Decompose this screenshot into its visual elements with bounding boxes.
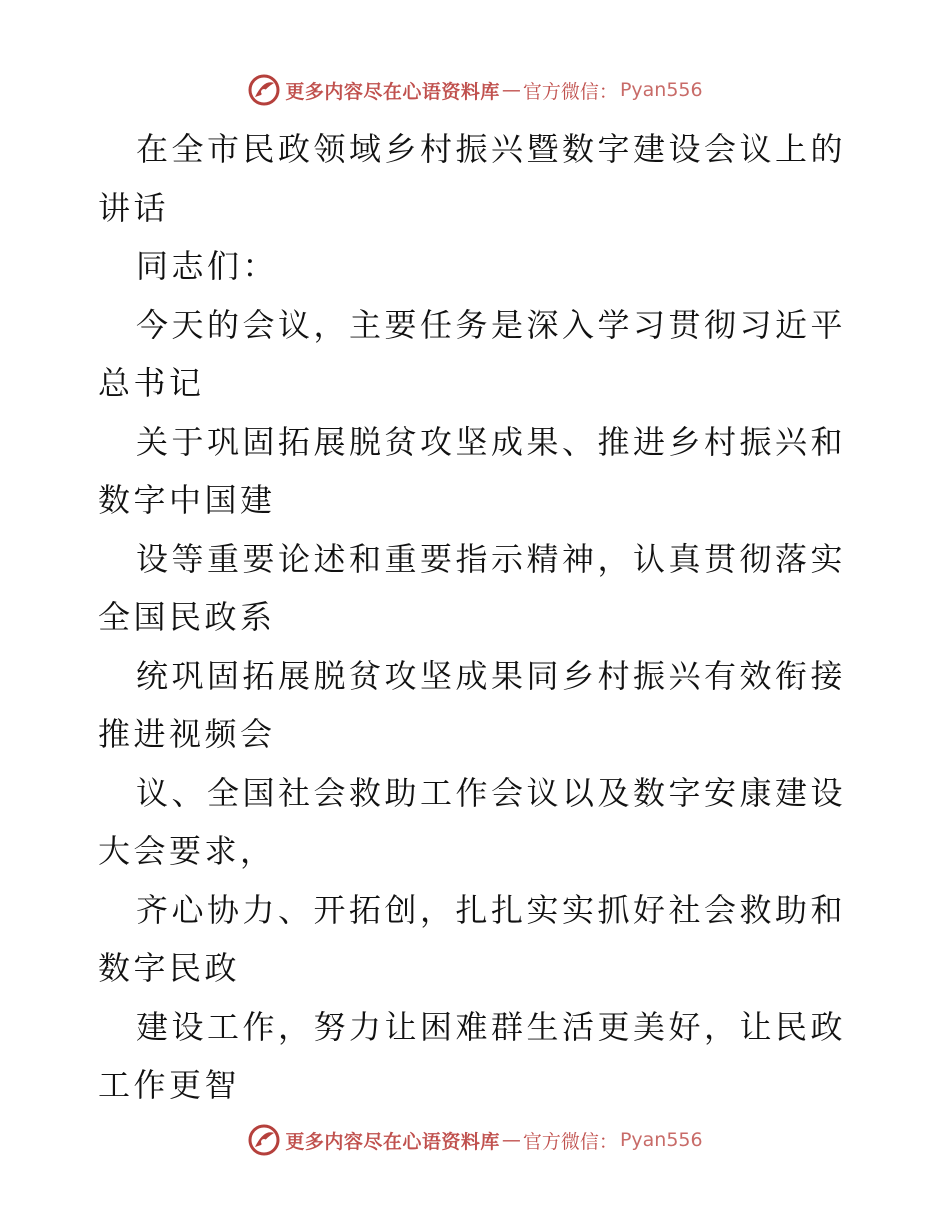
watermark-wechat-id: Pyan556: [619, 79, 703, 101]
body-paragraph: 建设工作，努力让困难群生活更美好，让民政工作更智: [98, 1007, 847, 1104]
watermark-main-text: 更多内容尽在心语资料库: [285, 80, 500, 103]
watermark-dash: —: [501, 1129, 521, 1151]
document-body: [98, 120, 858, 1115]
watermark-wechat-id: Pyan556: [619, 1129, 703, 1151]
watermark-main-text: 更多内容尽在心语资料库: [285, 1130, 500, 1153]
body-paragraph: 齐心协力、开拓创，扎扎实实抓好社会救助和数字民政: [98, 890, 847, 987]
salutation: 同志们：: [136, 247, 279, 285]
watermark-dash: —: [501, 79, 521, 101]
watermark-wechat-label: 官方微信：: [522, 80, 618, 103]
brand-logo-icon: [247, 73, 281, 107]
footer-watermark: [0, 1120, 950, 1160]
body-paragraph: 设等重要论述和重要指示精神，认真贯彻落实全国民政系: [98, 539, 847, 636]
body-paragraph: 统巩固拓展脱贫攻坚成果同乡村振兴有效衔接推进视频会: [98, 656, 847, 753]
body-paragraph: 议、全国社会救助工作会议以及数字安康建设大会要求，: [98, 773, 847, 870]
body-paragraph: 关于巩固拓展脱贫攻坚成果、推进乡村振兴和数字中国建: [98, 422, 847, 519]
document-title: 在全市民政领域乡村振兴暨数字建设会议上的讲话: [98, 130, 847, 227]
header-watermark: [0, 70, 950, 110]
watermark-wechat-label: 官方微信：: [522, 1130, 618, 1153]
brand-logo-icon: [247, 1123, 281, 1157]
body-paragraph: 今天的会议，主要任务是深入学习贯彻习近平总书记: [98, 305, 847, 402]
